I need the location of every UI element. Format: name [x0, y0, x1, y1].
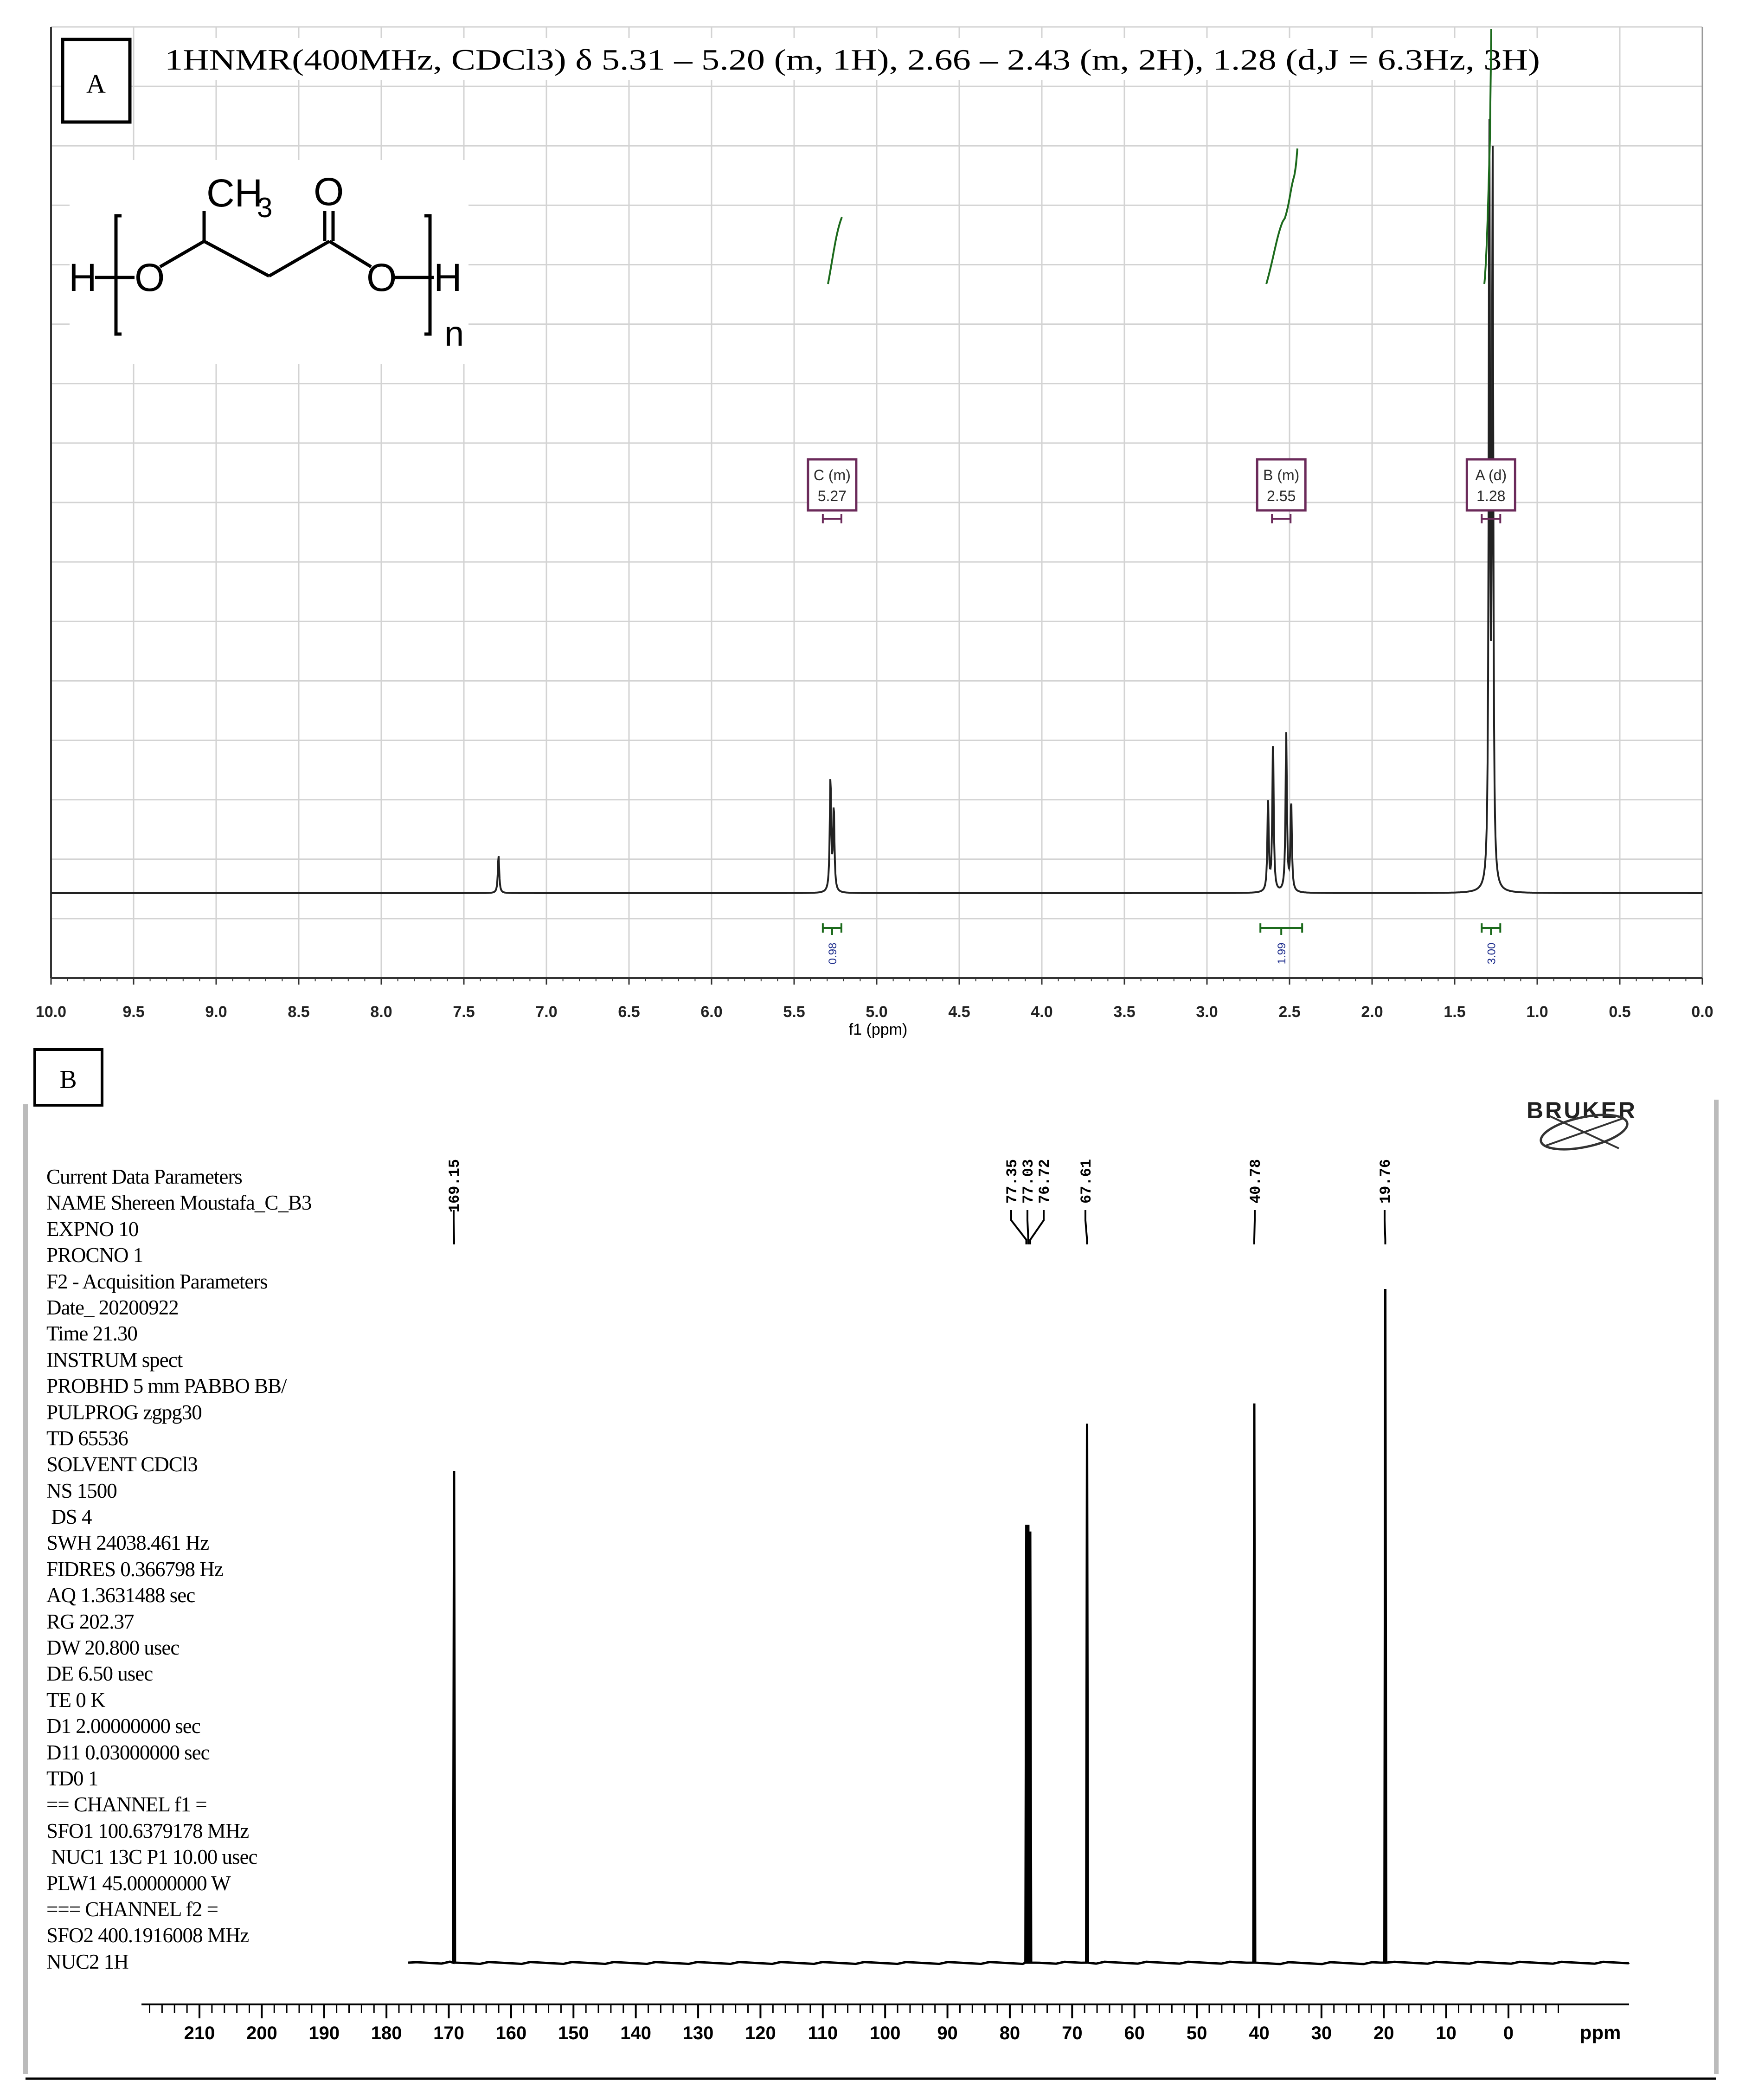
- c-nmr-tick-label: 90: [937, 2023, 958, 2043]
- c-nmr-tick-label: 80: [999, 2023, 1020, 2043]
- c-nmr-peak-label: 169.15: [446, 1159, 463, 1213]
- c-nmr-peak-label: 67.61: [1078, 1159, 1095, 1204]
- c-nmr-peak-leader: [1027, 1210, 1028, 1244]
- h-nmr-tick-label: 4.0: [1031, 1003, 1053, 1021]
- parameter-line: NUC1 13C P1 10.00 usec: [46, 1845, 257, 1869]
- terminal-h-left: H: [69, 256, 97, 299]
- h-nmr-tick-label: 4.5: [948, 1003, 970, 1021]
- integral-value: 1.99: [1276, 942, 1289, 965]
- h-nmr-tick-label: 2.5: [1278, 1003, 1301, 1021]
- c-nmr-peak-leader: [1085, 1210, 1087, 1244]
- parameter-line: D1 2.00000000 sec: [46, 1714, 200, 1738]
- parameter-line: DE 6.50 usec: [46, 1662, 153, 1686]
- multiplet-shift: 1.28: [1476, 488, 1506, 504]
- parameter-line: EXPNO 10: [46, 1217, 139, 1241]
- h-nmr-x-ticks: [36, 978, 1713, 1021]
- c-nmr-tick-label: 10: [1436, 2023, 1457, 2043]
- h-nmr-tick-label: 8.0: [370, 1003, 392, 1021]
- h-nmr-tick-label: 1.0: [1526, 1003, 1548, 1021]
- parameter-line: DW 20.800 usec: [46, 1636, 180, 1660]
- parameter-line: SFO1 100.6379178 MHz: [46, 1819, 249, 1842]
- parameter-line: PROBHD 5 mm PABBO BB/: [46, 1374, 287, 1398]
- structure-background: [70, 160, 468, 364]
- panel-a-label: A: [86, 69, 106, 99]
- bruker-logo: [1527, 1097, 1637, 1156]
- parameter-line: SFO2 400.1916008 MHz: [46, 1924, 249, 1947]
- parameter-line: SOLVENT CDCl3: [46, 1453, 198, 1476]
- c-nmr-tick-label: 210: [184, 2023, 215, 2043]
- c-nmr-tick-label: 100: [869, 2023, 901, 2043]
- parameter-line: === CHANNEL f2 =: [46, 1897, 218, 1921]
- h-nmr-tick-label: 9.0: [205, 1003, 227, 1021]
- panel-a: [36, 27, 1713, 1038]
- h-nmr-tick-label: 1.5: [1444, 1003, 1466, 1021]
- parameter-line: Date_ 20200922: [46, 1295, 179, 1319]
- c-nmr-tick-label: 70: [1062, 2023, 1083, 2043]
- h-nmr-tick-label: 7.0: [535, 1003, 558, 1021]
- h-nmr-tick-label: 0.0: [1691, 1003, 1713, 1021]
- multiplet-name: C (m): [813, 467, 851, 483]
- c-nmr-tick-label: 160: [495, 2023, 527, 2043]
- panel-b-label: B: [59, 1065, 77, 1094]
- parameter-line: NS 1500: [46, 1479, 117, 1502]
- c-nmr-tick-label: 20: [1373, 2023, 1394, 2043]
- parameter-line: RG 202.37: [46, 1610, 134, 1633]
- parameter-line: SWH 24038.461 Hz: [46, 1531, 209, 1555]
- parameter-line: INSTRUM spect: [46, 1348, 183, 1372]
- c-nmr-tick-label: 170: [433, 2023, 464, 2043]
- ester-oxygen-right: O: [366, 256, 397, 299]
- c-nmr-peak-leader: [1011, 1210, 1027, 1244]
- bruker-logo-text: BRUKER: [1527, 1097, 1637, 1123]
- c-nmr-peak-leader: [1030, 1210, 1044, 1244]
- c-nmr-tick-label: 60: [1124, 2023, 1145, 2043]
- h-nmr-tick-label: 5.5: [783, 1003, 805, 1021]
- c-nmr-tick-label: 150: [558, 2023, 589, 2043]
- parameter-line: NAME Shereen Moustafa_C_B3: [46, 1191, 312, 1215]
- parameter-line: Current Data Parameters: [46, 1165, 242, 1188]
- c-nmr-tick-label: 200: [246, 2023, 277, 2043]
- c-nmr-tick-label: 130: [682, 2023, 714, 2043]
- c-nmr-tick-label: 50: [1186, 2023, 1207, 2043]
- c-nmr-tick-label: 30: [1311, 2023, 1332, 2043]
- h-nmr-tick-label: 9.5: [122, 1003, 145, 1021]
- c-nmr-tick-label: 190: [308, 2023, 340, 2043]
- methyl-subscript: 3: [257, 192, 273, 223]
- parameter-line: PLW1 45.00000000 W: [46, 1871, 231, 1895]
- c-nmr-tick-label: 110: [808, 2023, 838, 2043]
- parameter-line: FIDRES 0.366798 Hz: [46, 1557, 223, 1581]
- c-nmr-peak-label: 40.78: [1247, 1159, 1264, 1204]
- h-nmr-tick-label: 7.5: [453, 1003, 475, 1021]
- parameter-line: D11 0.03000000 sec: [46, 1740, 210, 1764]
- h-nmr-tick-label: 0.5: [1609, 1003, 1631, 1021]
- c-nmr-tick-label: 120: [745, 2023, 776, 2043]
- ester-oxygen-left: O: [135, 256, 165, 299]
- h-nmr-tick-label: 3.0: [1196, 1003, 1218, 1021]
- c-nmr-x-ticks: [149, 2004, 1558, 2043]
- c-nmr-x-axis-label: ppm: [1579, 2022, 1621, 2043]
- parameter-line: AQ 1.3631488 sec: [46, 1584, 195, 1607]
- multiplet-shift: 5.27: [817, 488, 847, 504]
- parameter-line: NUC2 1H: [46, 1950, 128, 1973]
- h-nmr-x-axis-label: f1 (ppm): [848, 1021, 908, 1038]
- phb-structure: [69, 160, 468, 364]
- c-nmr-peak-label: 77.03: [1020, 1159, 1037, 1204]
- c-nmr-peak-label: 77.35: [1004, 1159, 1021, 1204]
- terminal-h-right: H: [434, 256, 462, 299]
- h-nmr-tick-label: 2.0: [1361, 1003, 1383, 1021]
- parameter-line: TD 65536: [46, 1426, 128, 1450]
- parameter-line: PROCNO 1: [46, 1243, 143, 1267]
- c-nmr-tick-label: 0: [1503, 2023, 1514, 2043]
- c-nmr-peak-label: 76.72: [1036, 1159, 1053, 1204]
- acquisition-parameters: [46, 1164, 417, 1975]
- parameter-line: TE 0 K: [46, 1688, 105, 1712]
- c-nmr-peak-leader: [1254, 1210, 1255, 1244]
- parameter-line: DS 4: [46, 1505, 92, 1529]
- c-nmr-tick-label: 140: [620, 2023, 652, 2043]
- parameter-line: Time 21.30: [46, 1322, 137, 1346]
- multiplet-name: A (d): [1475, 467, 1507, 483]
- repeat-unit-n: n: [444, 314, 464, 354]
- parameter-line: F2 - Acquisition Parameters: [46, 1269, 268, 1293]
- parameter-line: == CHANNEL f1 =: [46, 1793, 207, 1817]
- integral-value: 0.98: [826, 942, 839, 965]
- multiplet-name: B (m): [1263, 467, 1300, 483]
- c-nmr-peak-labels: [446, 1159, 1394, 1244]
- multiplet-shift: 2.55: [1267, 488, 1296, 504]
- c-nmr-spectrum-line: [408, 1289, 1629, 1964]
- methyl-group-label: CH: [206, 171, 263, 215]
- carbonyl-oxygen: O: [314, 170, 344, 213]
- h-nmr-tick-label: 3.5: [1113, 1003, 1136, 1021]
- h-nmr-tick-label: 8.5: [288, 1003, 310, 1021]
- h-nmr-tick-label: 6.5: [618, 1003, 640, 1021]
- h-nmr-tick-label: 6.0: [700, 1003, 723, 1021]
- parameter-line: PULPROG zgpg30: [46, 1400, 202, 1424]
- integral-value: 3.00: [1485, 942, 1498, 965]
- c-nmr-tick-label: 180: [371, 2023, 402, 2043]
- h-nmr-header: 1HNMR(400MHz, CDCl3) δ 5.31 – 5.20 (m, 1H), 2.66 – 2.43 (m, 2H), 1.28 (d,J = 6.3Hz, 3H): [165, 43, 1540, 76]
- c-nmr-peak-label: 19.76: [1377, 1159, 1394, 1204]
- h-nmr-tick-label: 10.0: [35, 1003, 67, 1021]
- parameter-line: TD0 1: [46, 1766, 98, 1790]
- c-nmr-tick-label: 40: [1249, 2023, 1270, 2043]
- h-nmr-tick-label: 5.0: [866, 1003, 888, 1021]
